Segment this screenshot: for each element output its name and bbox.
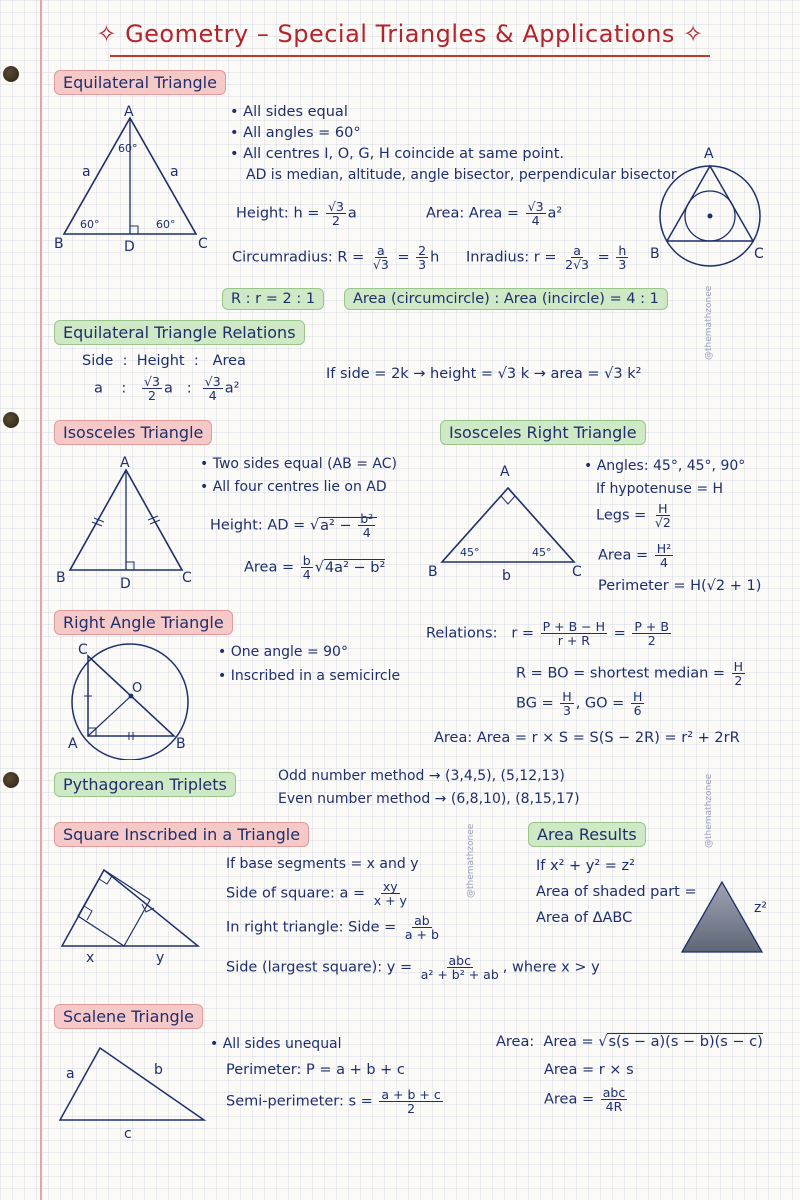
square-inscribed-heading: Square Inscribed in a Triangle [54, 822, 309, 847]
vertex-label: A [124, 104, 134, 120]
bullet: • Inscribed in a semicircle [218, 668, 401, 684]
equilateral-figure [52, 104, 222, 254]
right-triangle-semicircle-figure [60, 640, 200, 760]
bullet: • Angles: 45°, 45°, 90° [584, 458, 746, 474]
inradius-formula: Inradius: r = $\frac{a}{2√3}$ = $\frac{h}{3}$ [466, 243, 627, 273]
square-line1: If base segments = x and y [226, 856, 419, 872]
angle-label: 45° [460, 546, 480, 559]
notebook-margin-line [40, 0, 42, 1200]
vertex-label: B [56, 570, 66, 586]
binder-hole [3, 412, 19, 428]
vertex-label: D [120, 576, 131, 592]
vertex-label: D [124, 239, 135, 254]
angle-label: 60° [156, 218, 176, 231]
page-title: ✧ Geometry – Special Triangles & Applications ✧ [96, 20, 704, 48]
watermark: @themathzonee [704, 773, 714, 848]
vertex-label: C [572, 564, 582, 580]
largest-square-formula: Side (largest square): y = $\frac{\text{abc}}{\text{a² + b² + ab}}$ , where x > y [226, 953, 600, 983]
binder-hole [3, 772, 19, 788]
inradius-relation: Relations: r = $\frac{P + B - H}{r + R}$ = $\frac{P + B}{2}$ [426, 619, 669, 649]
bullet: • All angles = 60° [230, 125, 361, 141]
hypotenuse-line: If hypotenuse = H [596, 481, 724, 497]
isosceles-heading: Isosceles Triangle [54, 420, 212, 445]
iso-right-area-formula: Area = $\frac{\text{H²}}{4}$ [598, 541, 672, 571]
isosceles-height-formula: Height: AD = √a² − $\frac{\text{b²}}{4}$ [210, 512, 377, 539]
vertex-label: B [54, 236, 64, 252]
vertex-label: A [704, 146, 714, 162]
ratio-box: R : r = 2 : 1 [222, 288, 324, 310]
right-angle-heading: Right Angle Triangle [54, 610, 233, 635]
right-triangle-square-formula: In right triangle: Side = $\frac{ab}{a + b}$ [226, 913, 439, 943]
side-label: c [124, 1126, 132, 1142]
side-label: b [154, 1062, 163, 1078]
bullet-continuation: AD is median, altitude, angle bisector, perpendicular bisector [246, 167, 677, 183]
segment-label: x [86, 950, 95, 966]
hypotenuse-square-label: z² [754, 900, 767, 916]
perimeter-formula: Perimeter = H(√2 + 1) [598, 578, 762, 594]
circumradius-formula: Circumradius: R = $\frac{a}{√3}$ = $\frac{2}{3}$ h [232, 243, 440, 273]
legs-formula: Legs = $\frac{H}{√2}$ [596, 501, 671, 531]
vertex-label: A [500, 464, 510, 480]
angle-label: 60° [80, 218, 100, 231]
isosceles-right-figure [426, 458, 586, 588]
watermark: @themathzonee [466, 823, 476, 898]
pythagorean-heading: Pythagorean Triplets [54, 772, 236, 797]
watermark: @themathzonee [704, 285, 714, 360]
height-formula: Height: h = $\frac{√3}{2}$ a [236, 199, 357, 229]
side-2k-relation: If side = 2k → height = √3 k → area = √3 k² [326, 366, 642, 382]
area-formula: Area: Area = $\frac{√3}{4}$ a² [426, 199, 563, 229]
bullet: • Two sides equal (AB = AC) [200, 456, 397, 472]
bullet: • All sides equal [230, 104, 348, 120]
semi-perimeter-formula: Semi-perimeter: s = $\frac{a + b + c}{2}$ [226, 1087, 441, 1117]
relations-header-row: Side : Height : Area [82, 353, 246, 369]
scalene-figure [56, 1040, 210, 1144]
bullet: • All four centres lie on AD [200, 479, 387, 495]
vertex-label: A [120, 455, 130, 471]
title-underline [110, 55, 710, 57]
herons-formula: Area: Area = √s(s − a)(s − b)(s − c) [496, 1034, 763, 1050]
scalene-heading: Scalene Triangle [54, 1004, 203, 1029]
isosceles-figure [54, 452, 204, 592]
vertex-label: C [182, 570, 192, 586]
square-inscribed-figure [58, 864, 208, 968]
bullet: • One angle = 90° [218, 644, 348, 660]
area-abc-4r: Area = $\frac{\text{abc}}{4R}$ [544, 1085, 626, 1115]
side-label: a [66, 1066, 75, 1082]
shaded-triangle-figure [676, 876, 786, 958]
bullet: • All sides unequal [210, 1036, 342, 1052]
even-method: Even number method → (6,8,10), (8,15,17) [278, 791, 580, 807]
isosceles-right-heading: Isosceles Right Triangle [440, 420, 646, 445]
side-label: b [502, 568, 511, 584]
area-r-s: Area = r × s [544, 1062, 634, 1078]
center-label: O [132, 681, 143, 696]
scalene-perimeter: Perimeter: P = a + b + c [226, 1062, 405, 1078]
vertex-label: C [754, 246, 764, 262]
area-results-heading: Area Results [528, 822, 646, 847]
centroid-relation: BG = $\frac{H}{3}$ , GO = $\frac{H}{6}$ [516, 689, 643, 719]
binder-hole [3, 66, 19, 82]
area-results-line3: Area of ΔABC [536, 910, 633, 926]
vertex-label: B [650, 246, 660, 262]
side-label: a [170, 164, 179, 180]
isosceles-area-formula: Area = $\frac{b}{4}$ √4a² − b² [244, 553, 386, 583]
area-results-line1: If x² + y² = z² [536, 858, 635, 874]
area-ratio-box: Area (circumcircle) : Area (incircle) = 4 : 1 [344, 288, 668, 310]
odd-method: Odd number method → (3,4,5), (5,12,13) [278, 768, 565, 784]
median-relation: R = BO = shortest median = $\frac{H}{2}$ [516, 659, 744, 689]
vertex-label: B [176, 736, 186, 752]
vertex-label: B [428, 564, 438, 580]
vertex-label: C [198, 236, 208, 252]
circumcircle-incircle-figure [648, 142, 778, 268]
bullet: • All centres I, O, G, H coincide at same point. [230, 146, 564, 162]
right-triangle-area-formula: Area: Area = r × S = S(S − 2R) = r² + 2rR [434, 730, 740, 746]
angle-label: 45° [532, 546, 552, 559]
angle-label: 60° [118, 142, 138, 155]
side-label: a [82, 164, 91, 180]
segment-label: y [156, 950, 165, 966]
area-results-line2: Area of shaded part = [536, 884, 697, 900]
vertex-label: A [68, 736, 78, 752]
relations-value-row: a : $\frac{√3}{2}$ a : $\frac{√3}{4}$ a² [94, 374, 240, 404]
vertex-label: C [78, 642, 88, 658]
square-side-formula: Side of square: a = $\frac{xy}{x + y}$ [226, 879, 407, 909]
equilateral-heading: Equilateral Triangle [54, 70, 226, 95]
relations-heading: Equilateral Triangle Relations [54, 320, 305, 345]
